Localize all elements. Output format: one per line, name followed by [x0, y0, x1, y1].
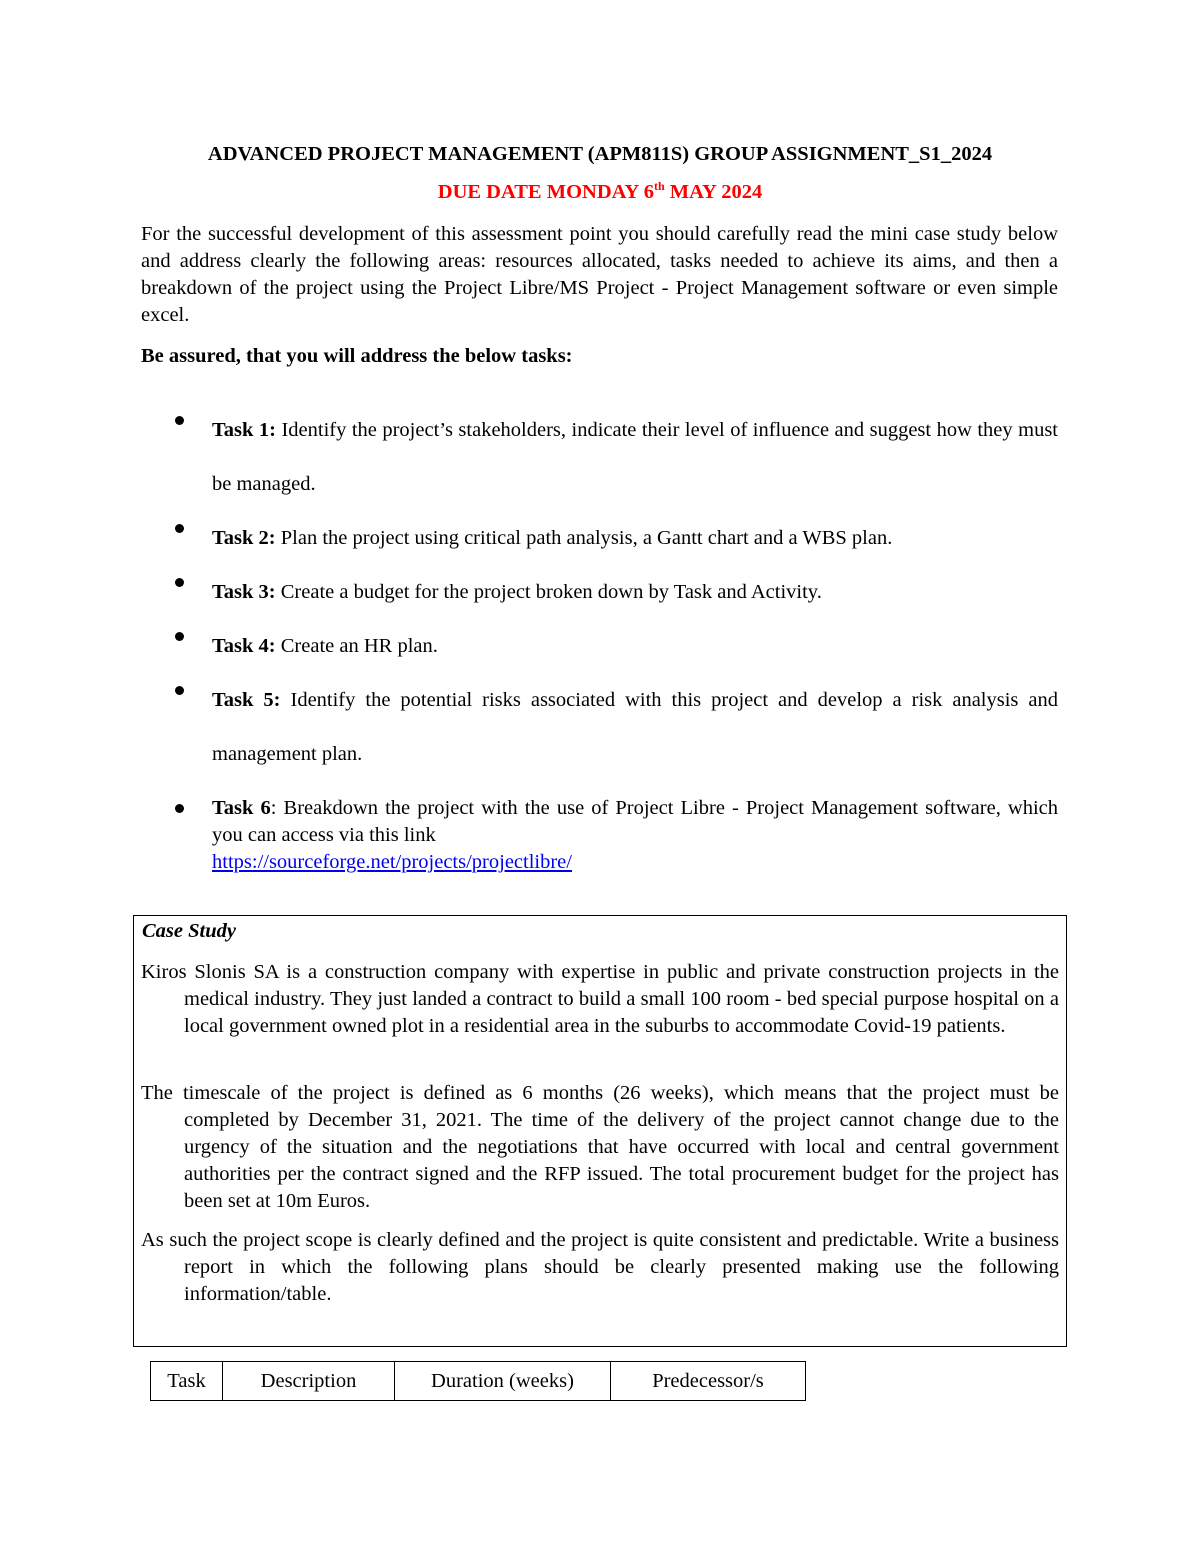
due-date-superscript: th: [653, 179, 665, 193]
table-header-row: [151, 1362, 806, 1401]
table-header-cell: Duration (weeks): [395, 1362, 611, 1401]
bullet-icon: [175, 524, 184, 533]
task-text: : Breakdown the project with the use of Project Libre - Project Management software, which you can access via this link: [212, 797, 1058, 846]
projectlibre-link[interactable]: https://sourceforge.net/projects/projectlibre/: [212, 851, 572, 873]
due-date: [0, 181, 1200, 204]
task-text: Create an HR plan.: [275, 635, 438, 657]
table-header-cell: Task: [151, 1362, 223, 1401]
list-item: [141, 619, 1058, 673]
list-item: [141, 673, 1058, 781]
task-label: Task 6: [212, 797, 271, 819]
case-study-box: [133, 915, 1067, 1347]
task-label: Task 4:: [212, 635, 276, 657]
bullet-icon: [175, 686, 184, 695]
task-text: Identify the potential risks associated with this project and develop a risk analysis and management plan.: [212, 689, 1058, 765]
bullet-icon: [175, 578, 184, 587]
case-study-paragraph: The timescale of the project is defined as 6 months (26 weeks), which means that the project must be completed by December 31, 2021. The time of the delivery of the project cannot change due to the urgency of the situation and the negotiations that have occurred with local and central government authorities per the contract signed and the RFP issued. The total procurement budget for the project has been set at 10m Euros.: [141, 1082, 1059, 1212]
task-list: [141, 403, 1058, 876]
task-label: Task 5:: [212, 689, 281, 711]
case-study-paragraph: As such the project scope is clearly defined and the project is quite consistent and predictable. Write a business report in which the following plans should be clearly presented making use the following information/table.: [141, 1229, 1059, 1305]
list-item: [141, 511, 1058, 565]
task-label: Task 2:: [212, 527, 276, 549]
task-label: Task 1:: [212, 419, 276, 441]
task-text: Identify the project’s stakeholders, indicate their level of influence and suggest how they must be managed.: [212, 419, 1058, 495]
case-study-heading: Case Study: [142, 920, 236, 942]
bullet-icon: [175, 804, 184, 813]
document-title: ADVANCED PROJECT MANAGEMENT (APM811S) GROUP ASSIGNMENT_S1_2024: [207, 143, 993, 165]
task-text: Create a budget for the project broken down by Task and Activity.: [275, 581, 822, 603]
intro-paragraph: For the successful development of this assessment point you should carefully read the mini case study below and address clearly the following areas: resources allocated, tasks needed to achieve its aims, and then a breakdown of the project using the Project Libre/MS Project - Project Management software or even simple excel.: [141, 223, 1058, 326]
list-item: [141, 565, 1058, 619]
case-study-paragraph: Kiros Slonis SA is a construction company with expertise in public and private construction projects in the medical industry. They just landed a contract to build a small 100 room - bed special purpose hospital on a local government owned plot in a residential area in the suburbs to accommodate Covid-19 patients.: [141, 961, 1059, 1037]
bullet-icon: [175, 632, 184, 641]
task-text: Plan the project using critical path analysis, a Gantt chart and a WBS plan.: [275, 527, 893, 549]
table-header-cell: Description: [223, 1362, 395, 1401]
task-label: Task 3:: [212, 581, 276, 603]
table-header-cell: Predecessor/s: [611, 1362, 806, 1401]
bullet-icon: [175, 416, 184, 425]
list-item: [141, 403, 1058, 511]
list-item: [141, 795, 1058, 876]
due-date-suffix: MAY 2024: [664, 181, 763, 203]
due-date-prefix: DUE DATE MONDAY 6: [437, 181, 654, 203]
task-table: [150, 1361, 806, 1401]
tasks-heading: Be assured, that you will address the below tasks:: [141, 345, 573, 367]
